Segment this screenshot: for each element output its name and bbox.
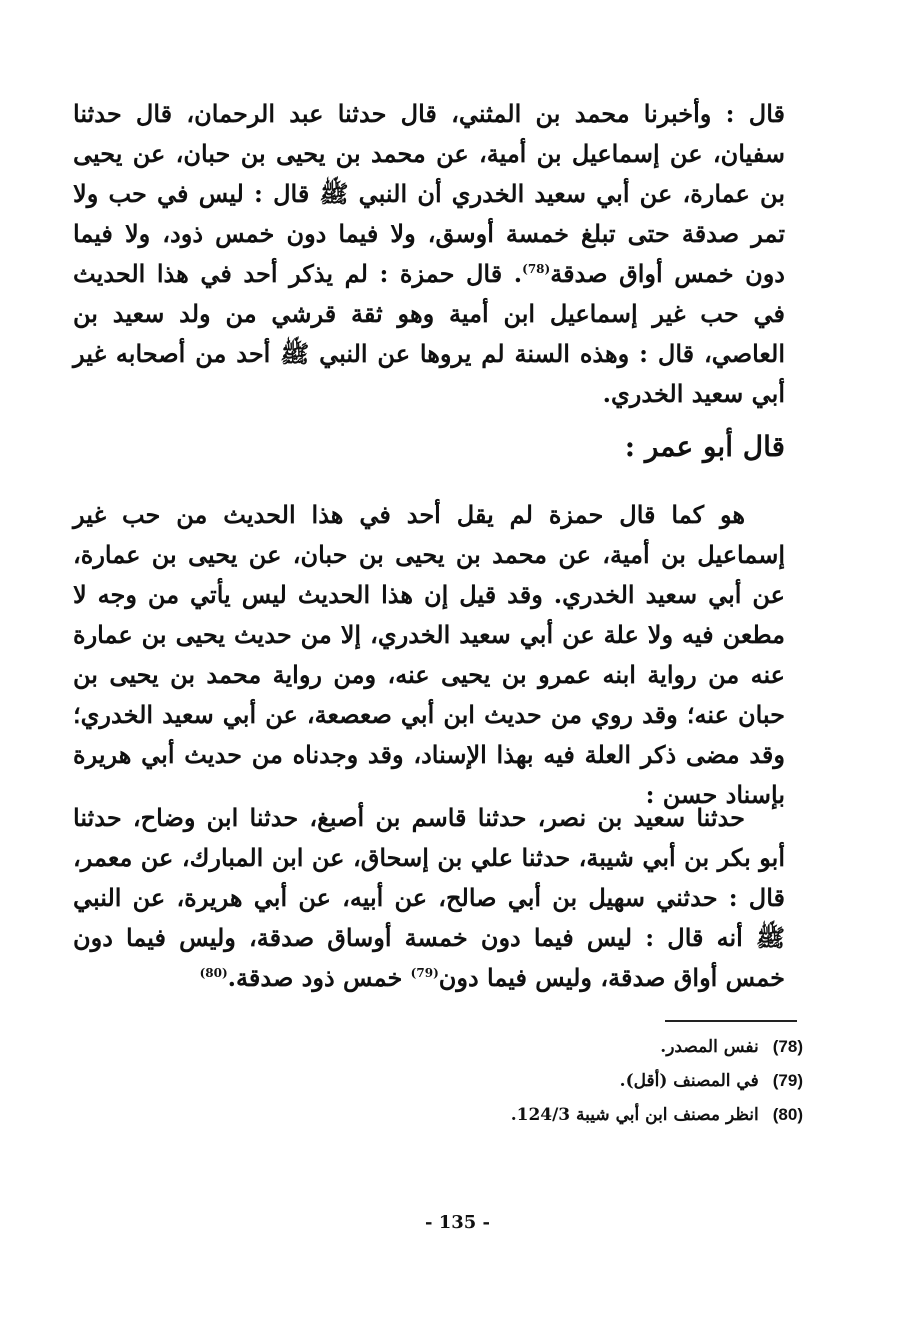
paragraph-1-text-b: . قال حمزة : لم يذكر أحد في هذا الحديث في حب غير إسماعيل ابن أمية وهو ثقة قرشي من ولد سعيد بن العاصي، قال : وهذه السنة لم يروها عن النبي ﷺ أحد من أصحابه غير أبي سعيد الخدري. [73,259,785,408]
footnote-text: انظر مصنف ابن أبي شيبة 124/3. [510,1105,759,1125]
footnote-ref-80[interactable]: (80) [199,966,228,980]
footnote-number: (79) [772,1071,803,1090]
footnote-divider [665,1020,797,1022]
footnote-text: نفس المصدر. [660,1037,759,1057]
footnote-ref-79[interactable]: (79) [410,966,439,980]
paragraph-1-text-a: قال : وأخبرنا محمد بن المثني، قال حدثنا عبد الرحمان، قال حدثنا سفيان، عن إسماعيل بن أمية، عن محمد بن يحيى بن حبان، عن يحيى بن عمارة، عن أبي سعيد الخدري أن النبي ﷺ قال : ليس في حب ولا تمر صدقة حتى تبلغ خمسة أوسق، ولا فيما دون خمس ذود، ولا فيما دون خمس أواق صدقة [73,99,785,288]
footnotes-list [103,1030,803,1132]
section-heading: قال أبو عمر : [624,430,785,463]
paragraph-3-text-a: حدثنا سعيد بن نصر، حدثنا قاسم بن أصبغ، حدثنا ابن وضاح، حدثنا أبو بكر بن أبي شيبة، حدثنا علي بن إسحاق، عن ابن المبارك، عن معمر، قال : حدثني سهيل بن أبي صالح، عن أبيه، عن أبي هريرة، عن النبي ﷺ أنه قال : ليس فيما دون خمسة أوساق صدقة، وليس فيما دون خمس أواق صدقة، وليس فيما دون [73,803,785,992]
footnote-item [103,1030,803,1064]
paragraph-commentary: هو كما قال حمزة لم يقل أحد في هذا الحديث من حب غير إسماعيل بن أمية، عن محمد بن يحيى بن حبان، عن يحيى بن عمارة، عن أبي سعيد الخدري. وقد قيل إن هذا الحديث ليس يأتي من وجه لا مطعن فيه ولا علة عن أبي سعيد الخدري، إلا من حديث يحيى بن عمارة عنه من رواية ابنه عمرو بن يحيى عنه، ومن رواية محمد بن يحيى بن حبان عنه؛ وقد روي من حديث ابن أبي صعصعة، عن أبي سعيد الخدري؛ وقد مضى ذكر العلة فيه بهذا الإسناد، وقد وجدناه من حديث أبي هريرة بإسناد حسن : [73,500,786,809]
paragraph-hadith-chain-2 [73,798,785,998]
footnote-ref-78[interactable]: (78) [522,262,551,276]
footnote-text: في المصنف (أقل). [619,1071,759,1091]
footnote-number: (78) [772,1037,803,1056]
paragraph-3-text-b: خمس ذود صدقة. [227,963,411,992]
footnote-item [103,1064,803,1098]
page-number: - 135 - [424,1212,491,1233]
footnote-item [103,1098,803,1132]
footnote-number: (80) [772,1105,803,1124]
paragraph-hadith-chain-1 [73,94,785,414]
